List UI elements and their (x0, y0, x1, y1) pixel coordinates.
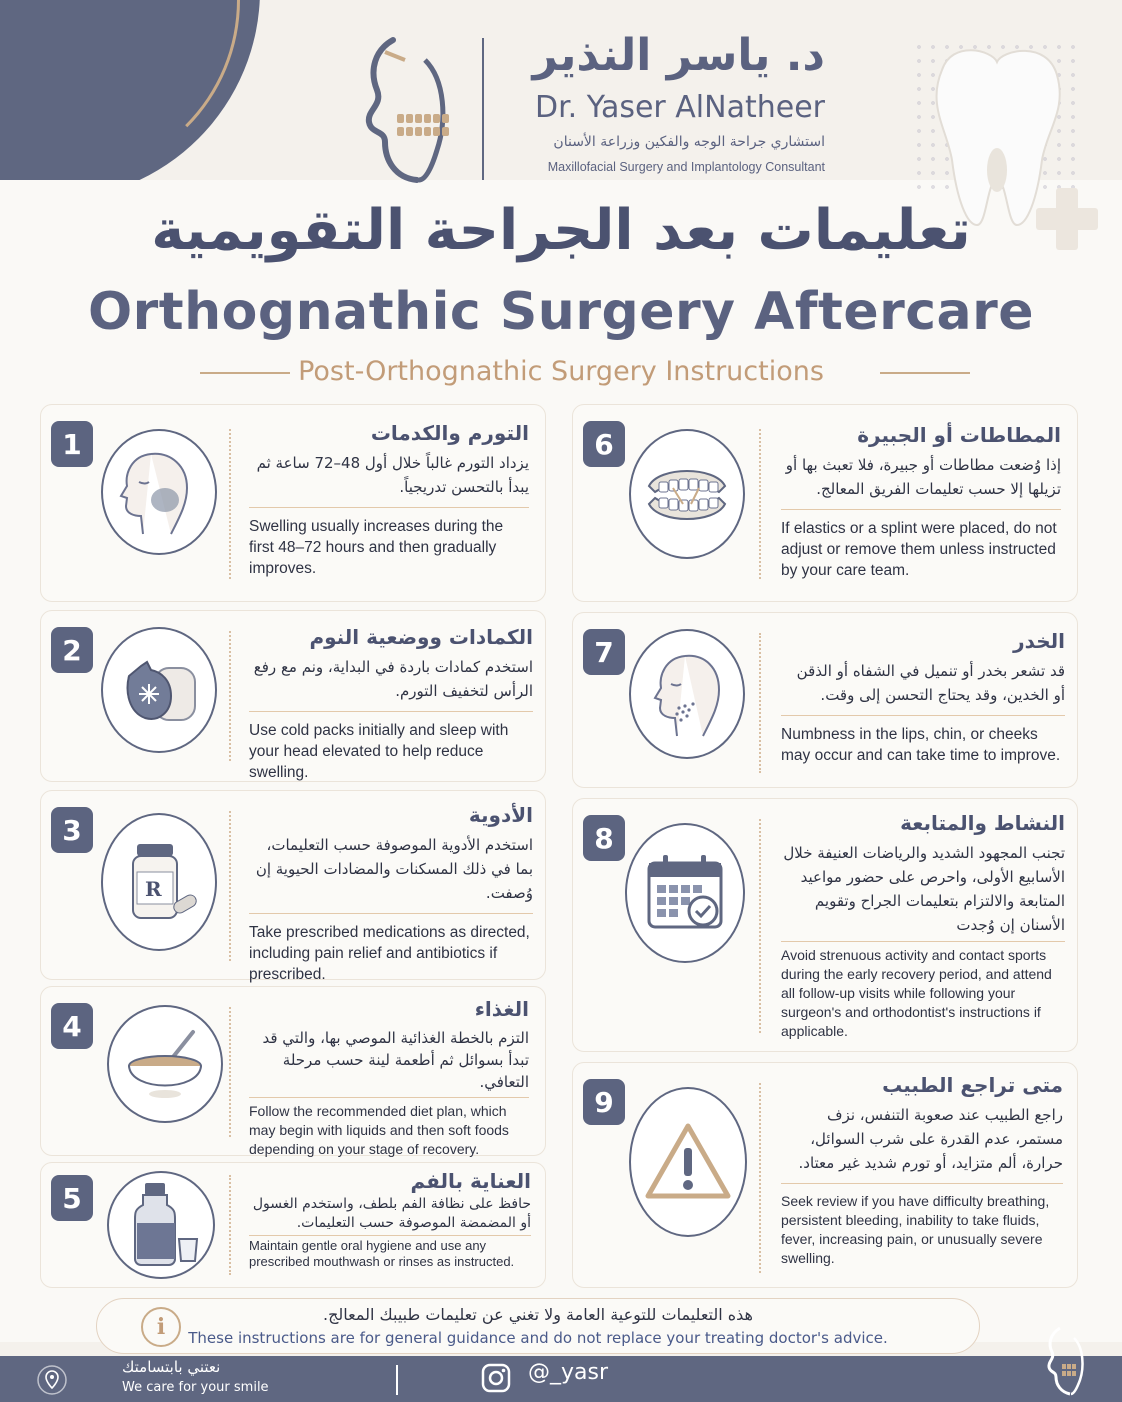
icon-frame (629, 429, 745, 559)
icon-frame (101, 813, 217, 951)
icon-frame (625, 823, 745, 963)
location-pin-icon[interactable] (36, 1364, 68, 1396)
card-text-en: Take prescribed medications as directed, including pain relief and antibiotics if prescribed. (249, 924, 530, 983)
card-text-ar: التزم بالخطة الغذائية الموصي بها، والتي قد تبدأ بسوائل ثم أطعمة لينة حسب مرحلة التعافي. (262, 1029, 529, 1091)
dotted-divider (759, 1083, 761, 1273)
icon-frame (629, 1087, 747, 1237)
soup-bowl-icon (117, 1016, 213, 1112)
dotted-divider (759, 429, 761, 579)
card-text (249, 997, 529, 1159)
card-title-ar: النشاط والمتابعة (900, 811, 1065, 835)
calendar-check-icon (637, 845, 733, 941)
disclaimer-banner (96, 1298, 980, 1354)
main-title-en: Orthognathic Surgery Aftercare (87, 282, 1035, 342)
card-number: 8 (583, 815, 625, 861)
card-oral-care (40, 1162, 546, 1288)
card-number: 1 (51, 421, 93, 467)
doctor-name-ar: د. ياسر النذير (532, 30, 825, 81)
text-separator (249, 1235, 531, 1236)
tagline-en: We care for your smile (122, 1380, 269, 1395)
card-text (249, 421, 529, 579)
subtitle-line-right (880, 372, 970, 374)
main-title-ar: تعليمات بعد الجراحة التقويمية (151, 198, 971, 263)
card-text-en: Follow the recommended diet plan, which may begin with liquids and then soft foods depending on your stage of recovery. (249, 1103, 509, 1157)
icon-frame (107, 1171, 215, 1279)
card-text-en: Numbness in the lips, chin, or cheeks may occur and can take time to improve. (781, 726, 1061, 764)
card-number: 6 (583, 421, 625, 467)
card-title-ar: التورم والكدمات (370, 421, 529, 445)
text-separator (249, 507, 529, 508)
instagram-handle[interactable]: @_yasr (528, 1360, 609, 1385)
instagram-icon[interactable] (480, 1362, 512, 1394)
corner-gold-arc (0, 0, 240, 180)
card-cold-packs (40, 610, 546, 782)
card-number: 9 (583, 1079, 625, 1125)
dotted-divider (229, 631, 231, 761)
card-text-en: Avoid strenuous activity and contact sports during the early recovery period, and attend all follow-up visits while following your surgeon's and orthodontist's instructions if applicable. (781, 947, 1052, 1039)
card-text-ar: استخدم كمادات باردة في البداية، ونم مع رفع الرأس لتخفيف التورم. (253, 658, 533, 700)
card-text-en: Swelling usually increases during the first 48–72 hours and then gradually improves. (249, 518, 504, 577)
card-title-ar: العناية بالفم (410, 1169, 531, 1193)
dotted-divider (759, 633, 761, 773)
text-separator (781, 941, 1065, 942)
doctor-name-en: Dr. Yaser AlNatheer (535, 90, 825, 125)
card-diet (40, 986, 546, 1156)
doctor-title-ar: استشاري جراحة الوجه والفكين وزراعة الأسنان (553, 134, 825, 150)
face-profile-logo-icon (355, 30, 465, 185)
dotted-divider (229, 1175, 231, 1275)
card-text (249, 625, 533, 783)
tagline-ar: نعتني بابتسامتك (122, 1358, 221, 1376)
disclaimer-ar: هذه التعليمات للتوعية العامة ولا تغني عن تعليمات طبيبك المعالج. (322, 1305, 753, 1324)
doctor-title-en: Maxillofacial Surgery and Implantology Consultant (547, 160, 825, 174)
card-number: 7 (583, 629, 625, 675)
card-elastics (572, 404, 1078, 602)
dotted-divider (229, 811, 231, 961)
card-text-ar: راجع الطبيب عند صعوبة التنفس، نزف مستمر، عدم القدرة على شرب السوائل، حرارة، ألم متزايد، أو تورم شديد غير معتاد. (798, 1106, 1063, 1172)
subtitle: Post-Orthognathic Surgery Instructions (298, 356, 824, 387)
svg-text:R: R (145, 877, 162, 901)
card-number: 5 (51, 1175, 93, 1221)
card-text-ar: قد تشعر بخدر أو تنميل في الشفاه أو الذقن أو الخدين، وقد يحتاج التحسن إلى وقت. (796, 662, 1065, 704)
card-title-ar: المطاطات أو الجبيرة (857, 423, 1061, 447)
swollen-face-icon (111, 444, 207, 540)
card-title-ar: الكمادات ووضعية النوم (309, 625, 533, 649)
footer-divider (396, 1365, 398, 1395)
card-numbness (572, 612, 1078, 788)
card-text-en: Use cold packs initially and sleep with your head elevated to help reduce swelling. (249, 722, 509, 781)
card-title-ar: متى تراجع الطبيب (882, 1073, 1063, 1097)
card-number: 4 (51, 1003, 93, 1049)
text-separator (249, 711, 533, 712)
card-text-ar: حافظ على نظافة الفم بلطف، واستخدم الغسول أو المضمضة الموصوفة حسب التعليمات. (252, 1196, 531, 1231)
dotted-divider (229, 429, 231, 579)
disclaimer-en: These instructions are for general guidance and do not replace your treating doctor's advice. (188, 1329, 888, 1347)
text-separator (781, 1183, 1063, 1184)
text-separator (249, 1097, 529, 1098)
text-separator (781, 509, 1061, 510)
dotted-divider (759, 819, 761, 1033)
teeth-elastics-icon (639, 446, 735, 542)
mouthwash-icon (113, 1177, 209, 1273)
face-profile-logo-icon (1042, 1324, 1092, 1396)
numb-chin-icon (639, 646, 735, 742)
card-text (249, 803, 533, 985)
card-text-ar: يزداد التورم غالباً خلال أول 48–72 ساعة ثم يبدأ بالتحسن تدريجياً. (256, 454, 529, 496)
text-separator (249, 913, 533, 914)
card-title-ar: الأدوية (468, 803, 533, 827)
card-text (781, 423, 1061, 581)
card-text (781, 1073, 1063, 1268)
card-number: 2 (51, 627, 93, 673)
text-separator (781, 715, 1065, 716)
dotted-divider (229, 1007, 231, 1137)
card-text-ar: تجنب المجهود الشديد والرياضات العنيفة خلال الأسابيع الأولى، واحرص على حضور مواعيد المتابعة والالتزام بتعليمات الجراح وتقويم الأسنان إن وُجدت (783, 844, 1065, 934)
ice-pack-pillow-icon (111, 642, 207, 738)
info-icon: i (141, 1307, 181, 1347)
header-divider (482, 38, 484, 180)
card-when-to-see-doctor (572, 1062, 1078, 1288)
card-activity (572, 798, 1078, 1052)
header (355, 30, 825, 190)
card-text (781, 811, 1065, 1041)
card-text-en: Seek review if you have difficulty breathing, persistent bleeding, inability to take fluids, fever, increasing pain, or unusually severe swelling. (781, 1193, 1050, 1266)
card-text-en: If elastics or a splint were placed, do not adjust or remove them unless instructed by your care team. (781, 520, 1057, 579)
card-text (249, 1169, 531, 1270)
icon-frame (101, 429, 217, 555)
card-title-ar: الغذاء (474, 997, 529, 1021)
card-text-ar: استخدم الأدوية الموصوفة حسب التعليمات، بما في ذلك المسكنات والمضادات الحيوية إن وُصفت. (255, 836, 533, 902)
card-text-ar: إذا وُضعت مطاطات أو جبيرة، فلا تعبث بها أو تزيلها إلا حسب تعليمات الفريق المعالج. (785, 456, 1061, 498)
card-swelling (40, 404, 546, 602)
warning-triangle-icon (640, 1114, 736, 1210)
icon-frame (107, 1005, 223, 1123)
card-number: 3 (51, 807, 93, 853)
medication-bottle-icon (111, 834, 207, 930)
card-text (781, 629, 1065, 766)
card-title-ar: الخدر (1013, 629, 1065, 653)
icon-frame (629, 629, 745, 759)
icon-frame (101, 627, 217, 753)
footer-bar (0, 1356, 1122, 1402)
card-medications (40, 790, 546, 983)
card-text-en: Maintain gentle oral hygiene and use any prescribed mouthwash or rinses as instructed. (249, 1238, 515, 1269)
